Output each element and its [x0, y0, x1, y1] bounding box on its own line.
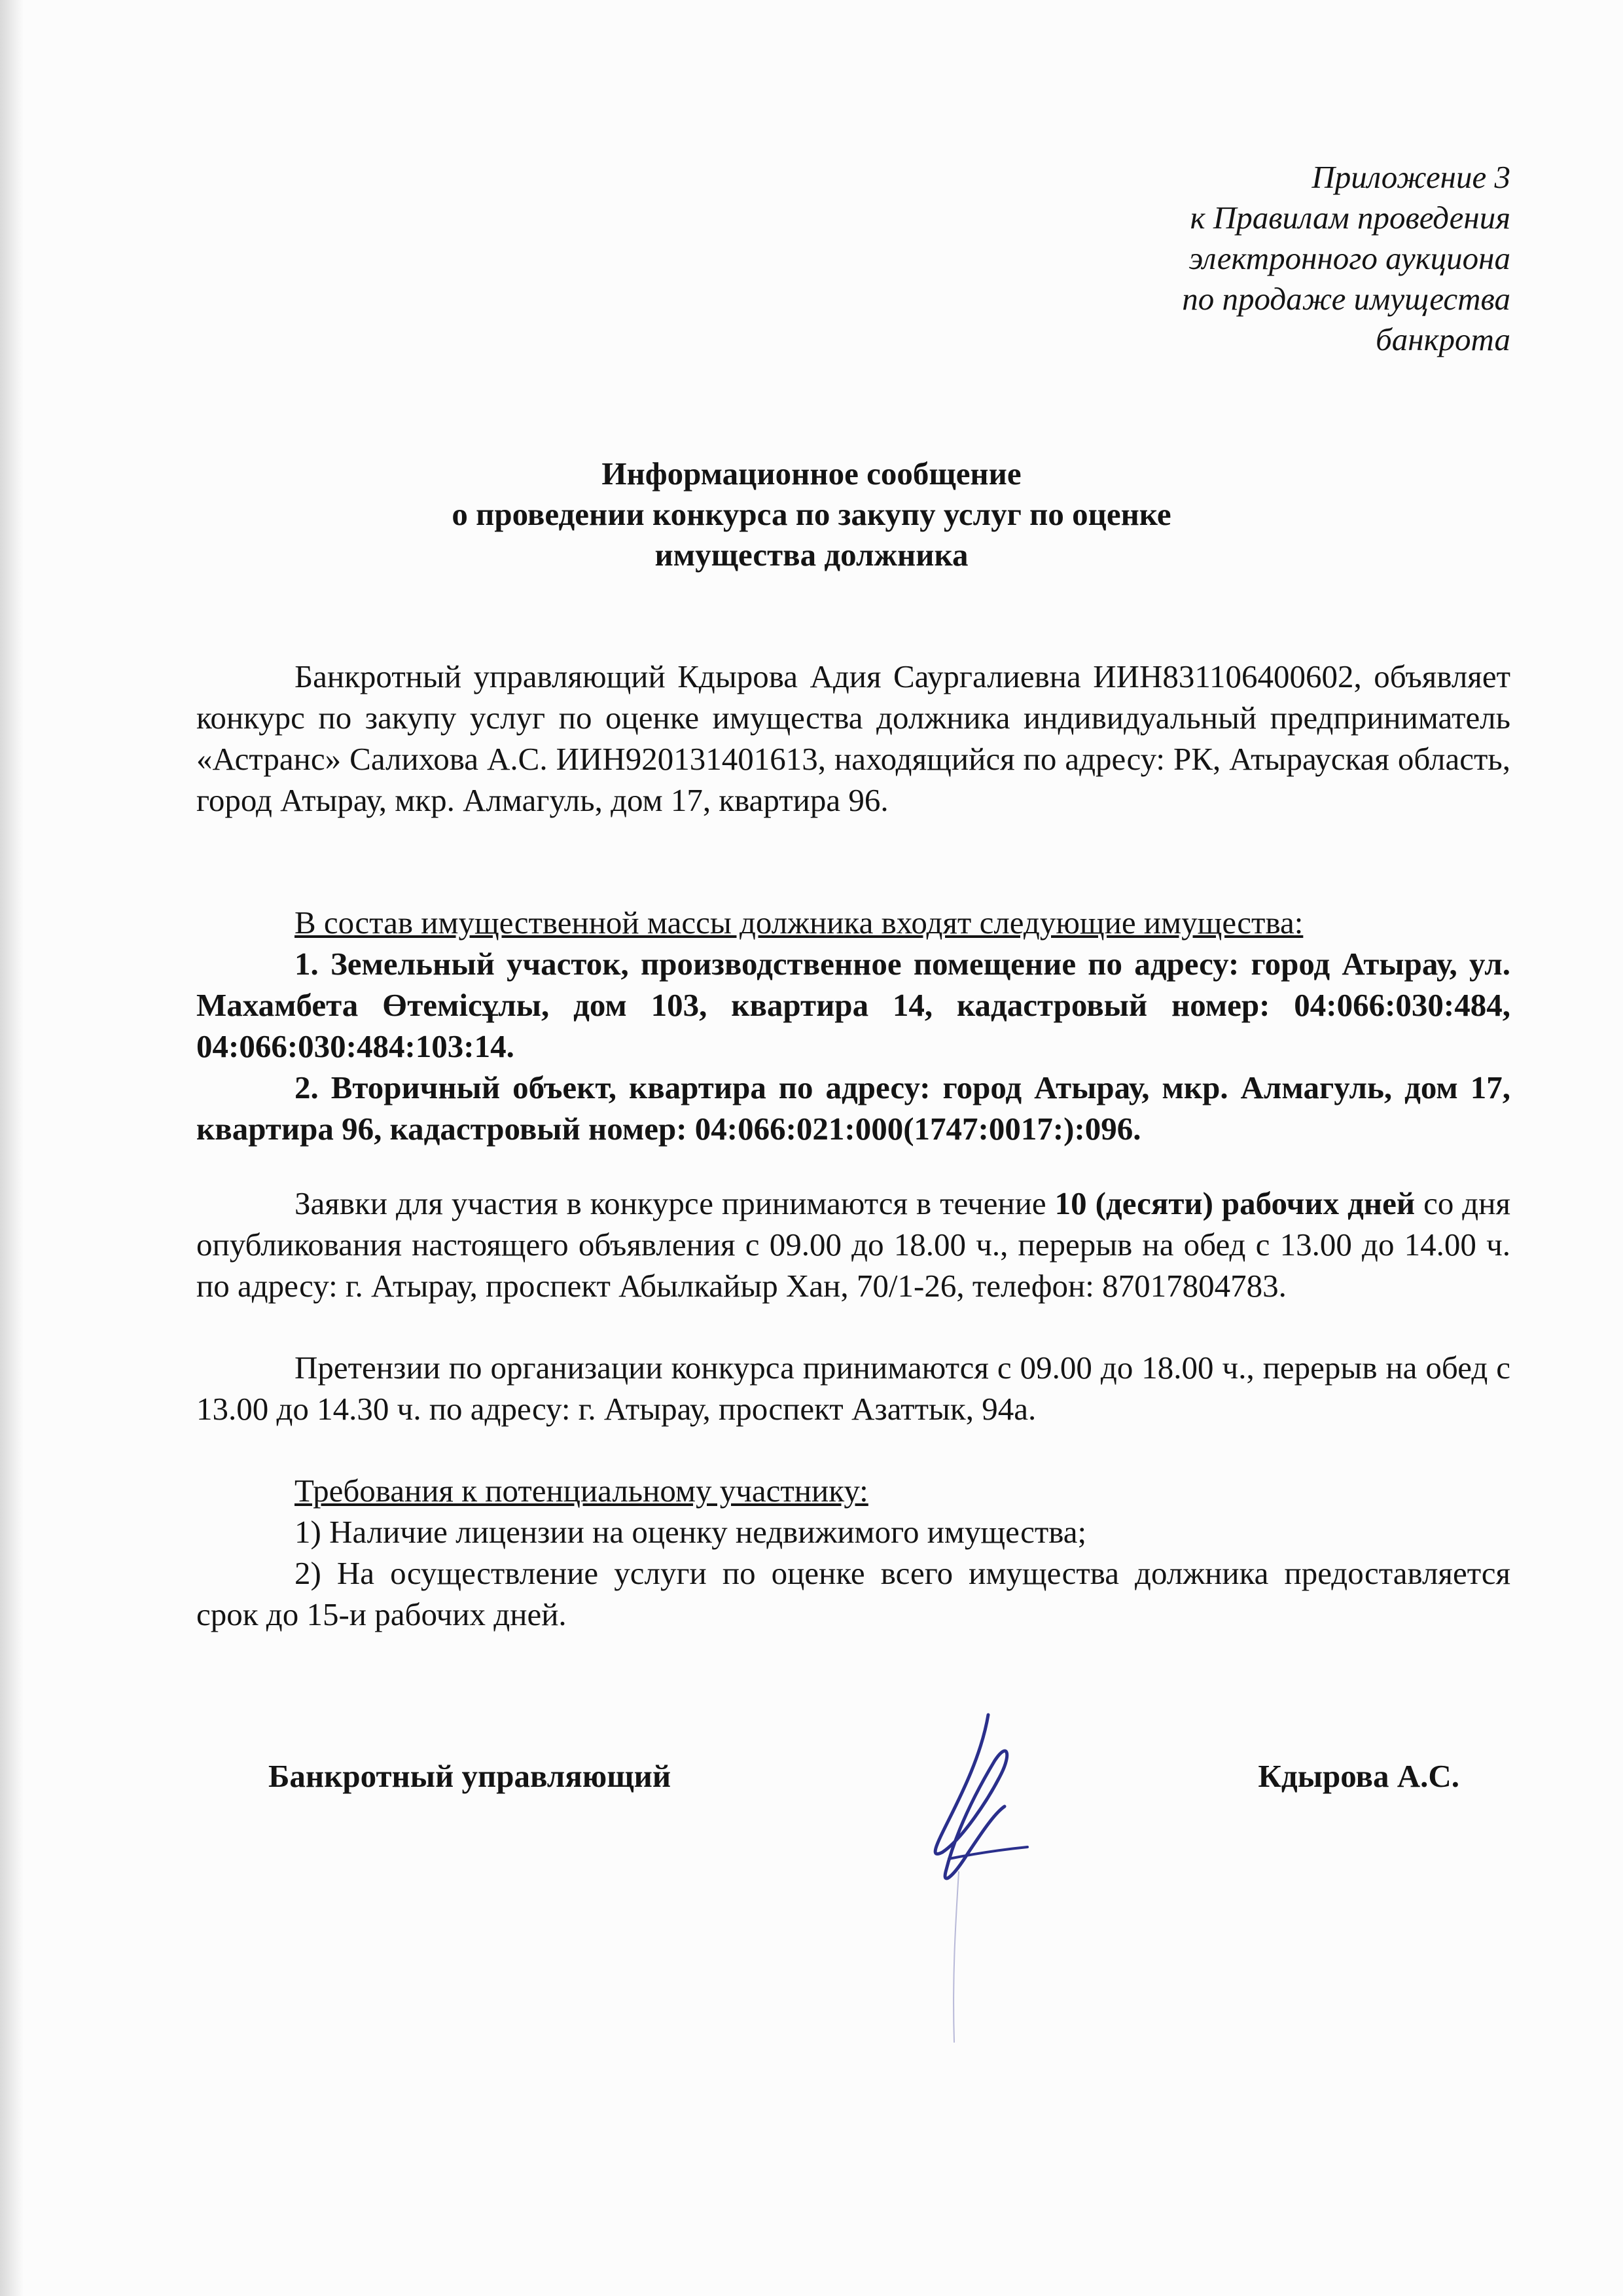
applications-text-tail: со дня опубликования настоящего объявления с 09.00 до 18.00 ч., перерыв на обед с 13.00 до 14.00 ч. по адресу: г. Атырау, проспект Абылкайыр Хан, 70/1-26, телефон: 87017804783.	[196, 1185, 1510, 1304]
title-line: Информационное сообщение	[601, 456, 1022, 492]
appendix-line: по продаже имущества	[1182, 281, 1510, 317]
requirements-section	[196, 1470, 1510, 1635]
applications-paragraph	[196, 1183, 1510, 1306]
property-section	[196, 902, 1510, 1149]
scan-edge-shadow	[0, 0, 24, 2296]
intro-paragraph: Банкротный управляющий Кдырова Адия Саургалиевна ИИН831106400602, объявляет конкурс по закупу услуг по оценке имущества должника индивидуальный предприниматель «Астранс» Салихова А.С. ИИН920131401613, находящийся по адресу: РК, Атырауская область, город Атырау, мкр. Алмагуль, дом 17, квартира 96.	[196, 658, 1510, 818]
appendix-note	[1182, 157, 1510, 360]
appendix-line: Приложение 3	[1311, 159, 1510, 195]
intro-section	[196, 656, 1510, 821]
requirements-heading: Требования к потенциальному участнику:	[294, 1473, 868, 1509]
applications-text: Заявки для участия в конкурсе принимаются в течение	[294, 1185, 1055, 1221]
signature-role: Банкротный управляющий	[268, 1758, 671, 1794]
applications-section	[196, 1183, 1510, 1306]
title-line: о проведении конкурса по закупу услуг по оценке	[452, 496, 1171, 532]
signature-name: Кдырова А.С.	[1258, 1758, 1459, 1794]
document-title	[196, 454, 1427, 575]
title-line: имущества должника	[654, 537, 969, 573]
property-heading: В состав имущественной массы должника входят следующие имущества:	[294, 905, 1304, 941]
handwritten-signature-icon	[890, 1702, 1060, 2068]
appendix-line: банкрота	[1376, 321, 1510, 357]
appendix-line: к Правилам проведения	[1190, 200, 1510, 236]
appendix-line: электронного аукциона	[1188, 240, 1510, 276]
claims-section	[196, 1347, 1510, 1429]
applications-deadline: 10 (десяти) рабочих дней	[1054, 1185, 1416, 1221]
claims-paragraph: Претензии по организации конкурса принимаются с 09.00 до 18.00 ч., перерыв на обед с 13.00 до 14.30 ч. по адресу: г. Атырау, проспект Азаттык, 94а.	[196, 1350, 1510, 1427]
property-item-2: 2. Вторичный объект, квартира по адресу: город Атырау, мкр. Алмагуль, дом 17, квартира 96, кадастровый номер: 04:066:021:000(1747:0017:):096.	[196, 1069, 1510, 1147]
property-item-1: 1. Земельный участок, производственное помещение по адресу: город Атырау, ул. Махамбета Өтемісұлы, дом 103, квартира 14, кадастровый номер: 04:066:030:484, 04:066:030:484:103:14.	[196, 946, 1510, 1064]
requirement-item-2: 2) На осуществление услуги по оценке всего имущества должника предоставляется срок до 15-и рабочих дней.	[196, 1555, 1510, 1632]
requirement-item-1: 1) Наличие лицензии на оценку недвижимого имущества;	[294, 1514, 1087, 1550]
